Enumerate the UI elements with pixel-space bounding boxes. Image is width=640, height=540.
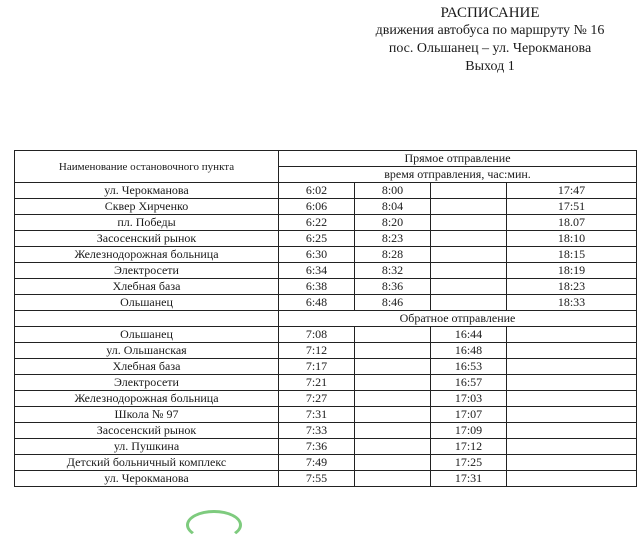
schedule-table bbox=[14, 150, 637, 487]
time-cell: 16:53 bbox=[431, 359, 507, 375]
stop-name: Железнодорожная больница bbox=[15, 247, 279, 263]
table-row bbox=[15, 279, 637, 295]
time-cell: 7:36 bbox=[279, 439, 355, 455]
table-row bbox=[15, 183, 637, 199]
table-row bbox=[15, 391, 637, 407]
empty-cell bbox=[355, 471, 431, 487]
stop-name: пл. Победы bbox=[15, 215, 279, 231]
table-row bbox=[15, 199, 637, 215]
time-cell: 8:20 bbox=[355, 215, 431, 231]
stop-name: Засосенский рынок bbox=[15, 231, 279, 247]
stop-name: ул. Черокманова bbox=[15, 471, 279, 487]
time-cell: 7:17 bbox=[279, 359, 355, 375]
time-cell: 8:23 bbox=[355, 231, 431, 247]
schedule-header bbox=[340, 4, 640, 76]
table-row bbox=[15, 295, 637, 311]
stop-name: Хлебная база bbox=[15, 359, 279, 375]
time-cell: 7:31 bbox=[279, 407, 355, 423]
stop-name: Засосенский рынок bbox=[15, 423, 279, 439]
empty-cell bbox=[355, 407, 431, 423]
stop-name: ул. Ольшанская bbox=[15, 343, 279, 359]
time-cell: 8:32 bbox=[355, 263, 431, 279]
table-row bbox=[15, 423, 637, 439]
stop-name: ул. Черокманова bbox=[15, 183, 279, 199]
time-cell: 7:33 bbox=[279, 423, 355, 439]
time-cell-evening: 18:23 bbox=[507, 279, 637, 295]
time-cell: 17:25 bbox=[431, 455, 507, 471]
empty-cell bbox=[355, 423, 431, 439]
time-cell: 6:30 bbox=[279, 247, 355, 263]
stop-name: ул. Пушкина bbox=[15, 439, 279, 455]
table-row bbox=[15, 407, 637, 423]
table-row bbox=[15, 375, 637, 391]
empty-cell bbox=[507, 455, 637, 471]
stop-name: Школа № 97 bbox=[15, 407, 279, 423]
empty-cell bbox=[507, 343, 637, 359]
time-cell: 6:06 bbox=[279, 199, 355, 215]
time-cell: 8:04 bbox=[355, 199, 431, 215]
empty-cell bbox=[507, 423, 637, 439]
time-cell: 17:03 bbox=[431, 391, 507, 407]
time-cell: 8:00 bbox=[355, 183, 431, 199]
route-endpoints: пос. Ольшанец – ул. Черокманова bbox=[388, 41, 592, 56]
table-row bbox=[15, 231, 637, 247]
time-cell-evening: 18:33 bbox=[507, 295, 637, 311]
time-cell bbox=[431, 279, 507, 295]
time-cell: 16:44 bbox=[431, 327, 507, 343]
stop-name: Хлебная база bbox=[15, 279, 279, 295]
time-cell: 6:02 bbox=[279, 183, 355, 199]
time-cell: 6:48 bbox=[279, 295, 355, 311]
table-row bbox=[15, 263, 637, 279]
time-cell: 6:22 bbox=[279, 215, 355, 231]
stop-name: Железнодорожная больница bbox=[15, 391, 279, 407]
empty-cell bbox=[355, 439, 431, 455]
table-header-row bbox=[15, 151, 637, 167]
stop-name: Сквер Хирченко bbox=[15, 199, 279, 215]
time-cell: 7:27 bbox=[279, 391, 355, 407]
time-cell: 8:36 bbox=[355, 279, 431, 295]
time-cell bbox=[431, 263, 507, 279]
stop-name: Электросети bbox=[15, 263, 279, 279]
stop-name: Ольшанец bbox=[15, 295, 279, 311]
empty-cell bbox=[507, 375, 637, 391]
time-cell-evening: 17:51 bbox=[507, 199, 637, 215]
empty-cell bbox=[507, 471, 637, 487]
time-cell: 7:49 bbox=[279, 455, 355, 471]
time-cell-evening: 17:47 bbox=[507, 183, 637, 199]
time-cell: 6:25 bbox=[279, 231, 355, 247]
time-cell: 7:21 bbox=[279, 375, 355, 391]
time-cell: 17:31 bbox=[431, 471, 507, 487]
table-row bbox=[15, 327, 637, 343]
time-cell-evening: 18:15 bbox=[507, 247, 637, 263]
empty-cell bbox=[355, 455, 431, 471]
reverse-header: Обратное отправление bbox=[279, 311, 637, 327]
empty-cell bbox=[355, 343, 431, 359]
time-cell bbox=[431, 247, 507, 263]
stamp-mark bbox=[186, 510, 242, 540]
route-line: движения автобуса по маршруту № 16 bbox=[375, 23, 605, 38]
empty-cell bbox=[355, 327, 431, 343]
table-row bbox=[15, 343, 637, 359]
time-cell bbox=[431, 215, 507, 231]
table-row bbox=[15, 439, 637, 455]
time-cell-evening: 18:19 bbox=[507, 263, 637, 279]
empty-cell bbox=[355, 359, 431, 375]
table-row bbox=[15, 359, 637, 375]
reverse-header-row bbox=[15, 311, 637, 327]
table-row bbox=[15, 471, 637, 487]
empty-cell bbox=[507, 327, 637, 343]
stop-name: Детский больничный комплекс bbox=[15, 455, 279, 471]
stop-column-header: Наименование остановочного пункта bbox=[15, 151, 279, 183]
empty-cell bbox=[507, 391, 637, 407]
time-cell: 17:07 bbox=[431, 407, 507, 423]
time-caption: время отправления, час:мин. bbox=[279, 167, 637, 183]
time-cell bbox=[431, 183, 507, 199]
time-cell: 16:48 bbox=[431, 343, 507, 359]
time-cell: 17:12 bbox=[431, 439, 507, 455]
time-cell: 8:46 bbox=[355, 295, 431, 311]
time-cell: 6:34 bbox=[279, 263, 355, 279]
empty-cell bbox=[507, 407, 637, 423]
time-cell bbox=[431, 231, 507, 247]
time-cell: 17:09 bbox=[431, 423, 507, 439]
time-cell: 7:55 bbox=[279, 471, 355, 487]
empty-cell bbox=[507, 439, 637, 455]
time-cell: 6:38 bbox=[279, 279, 355, 295]
direct-header: Прямое отправление bbox=[279, 151, 637, 167]
table-row bbox=[15, 247, 637, 263]
time-cell: 7:12 bbox=[279, 343, 355, 359]
time-cell bbox=[431, 199, 507, 215]
table-row bbox=[15, 455, 637, 471]
empty-cell bbox=[15, 311, 279, 327]
time-cell bbox=[431, 295, 507, 311]
time-cell: 8:28 bbox=[355, 247, 431, 263]
empty-cell bbox=[507, 359, 637, 375]
table-row bbox=[15, 215, 637, 231]
time-cell-evening: 18.07 bbox=[507, 215, 637, 231]
exit-number: Выход 1 bbox=[465, 59, 515, 74]
time-cell: 16:57 bbox=[431, 375, 507, 391]
stop-name: Ольшанец bbox=[15, 327, 279, 343]
time-cell: 7:08 bbox=[279, 327, 355, 343]
stop-name: Электросети bbox=[15, 375, 279, 391]
empty-cell bbox=[355, 391, 431, 407]
schedule-title: РАСПИСАНИЕ bbox=[440, 5, 540, 21]
time-cell-evening: 18:10 bbox=[507, 231, 637, 247]
empty-cell bbox=[355, 375, 431, 391]
